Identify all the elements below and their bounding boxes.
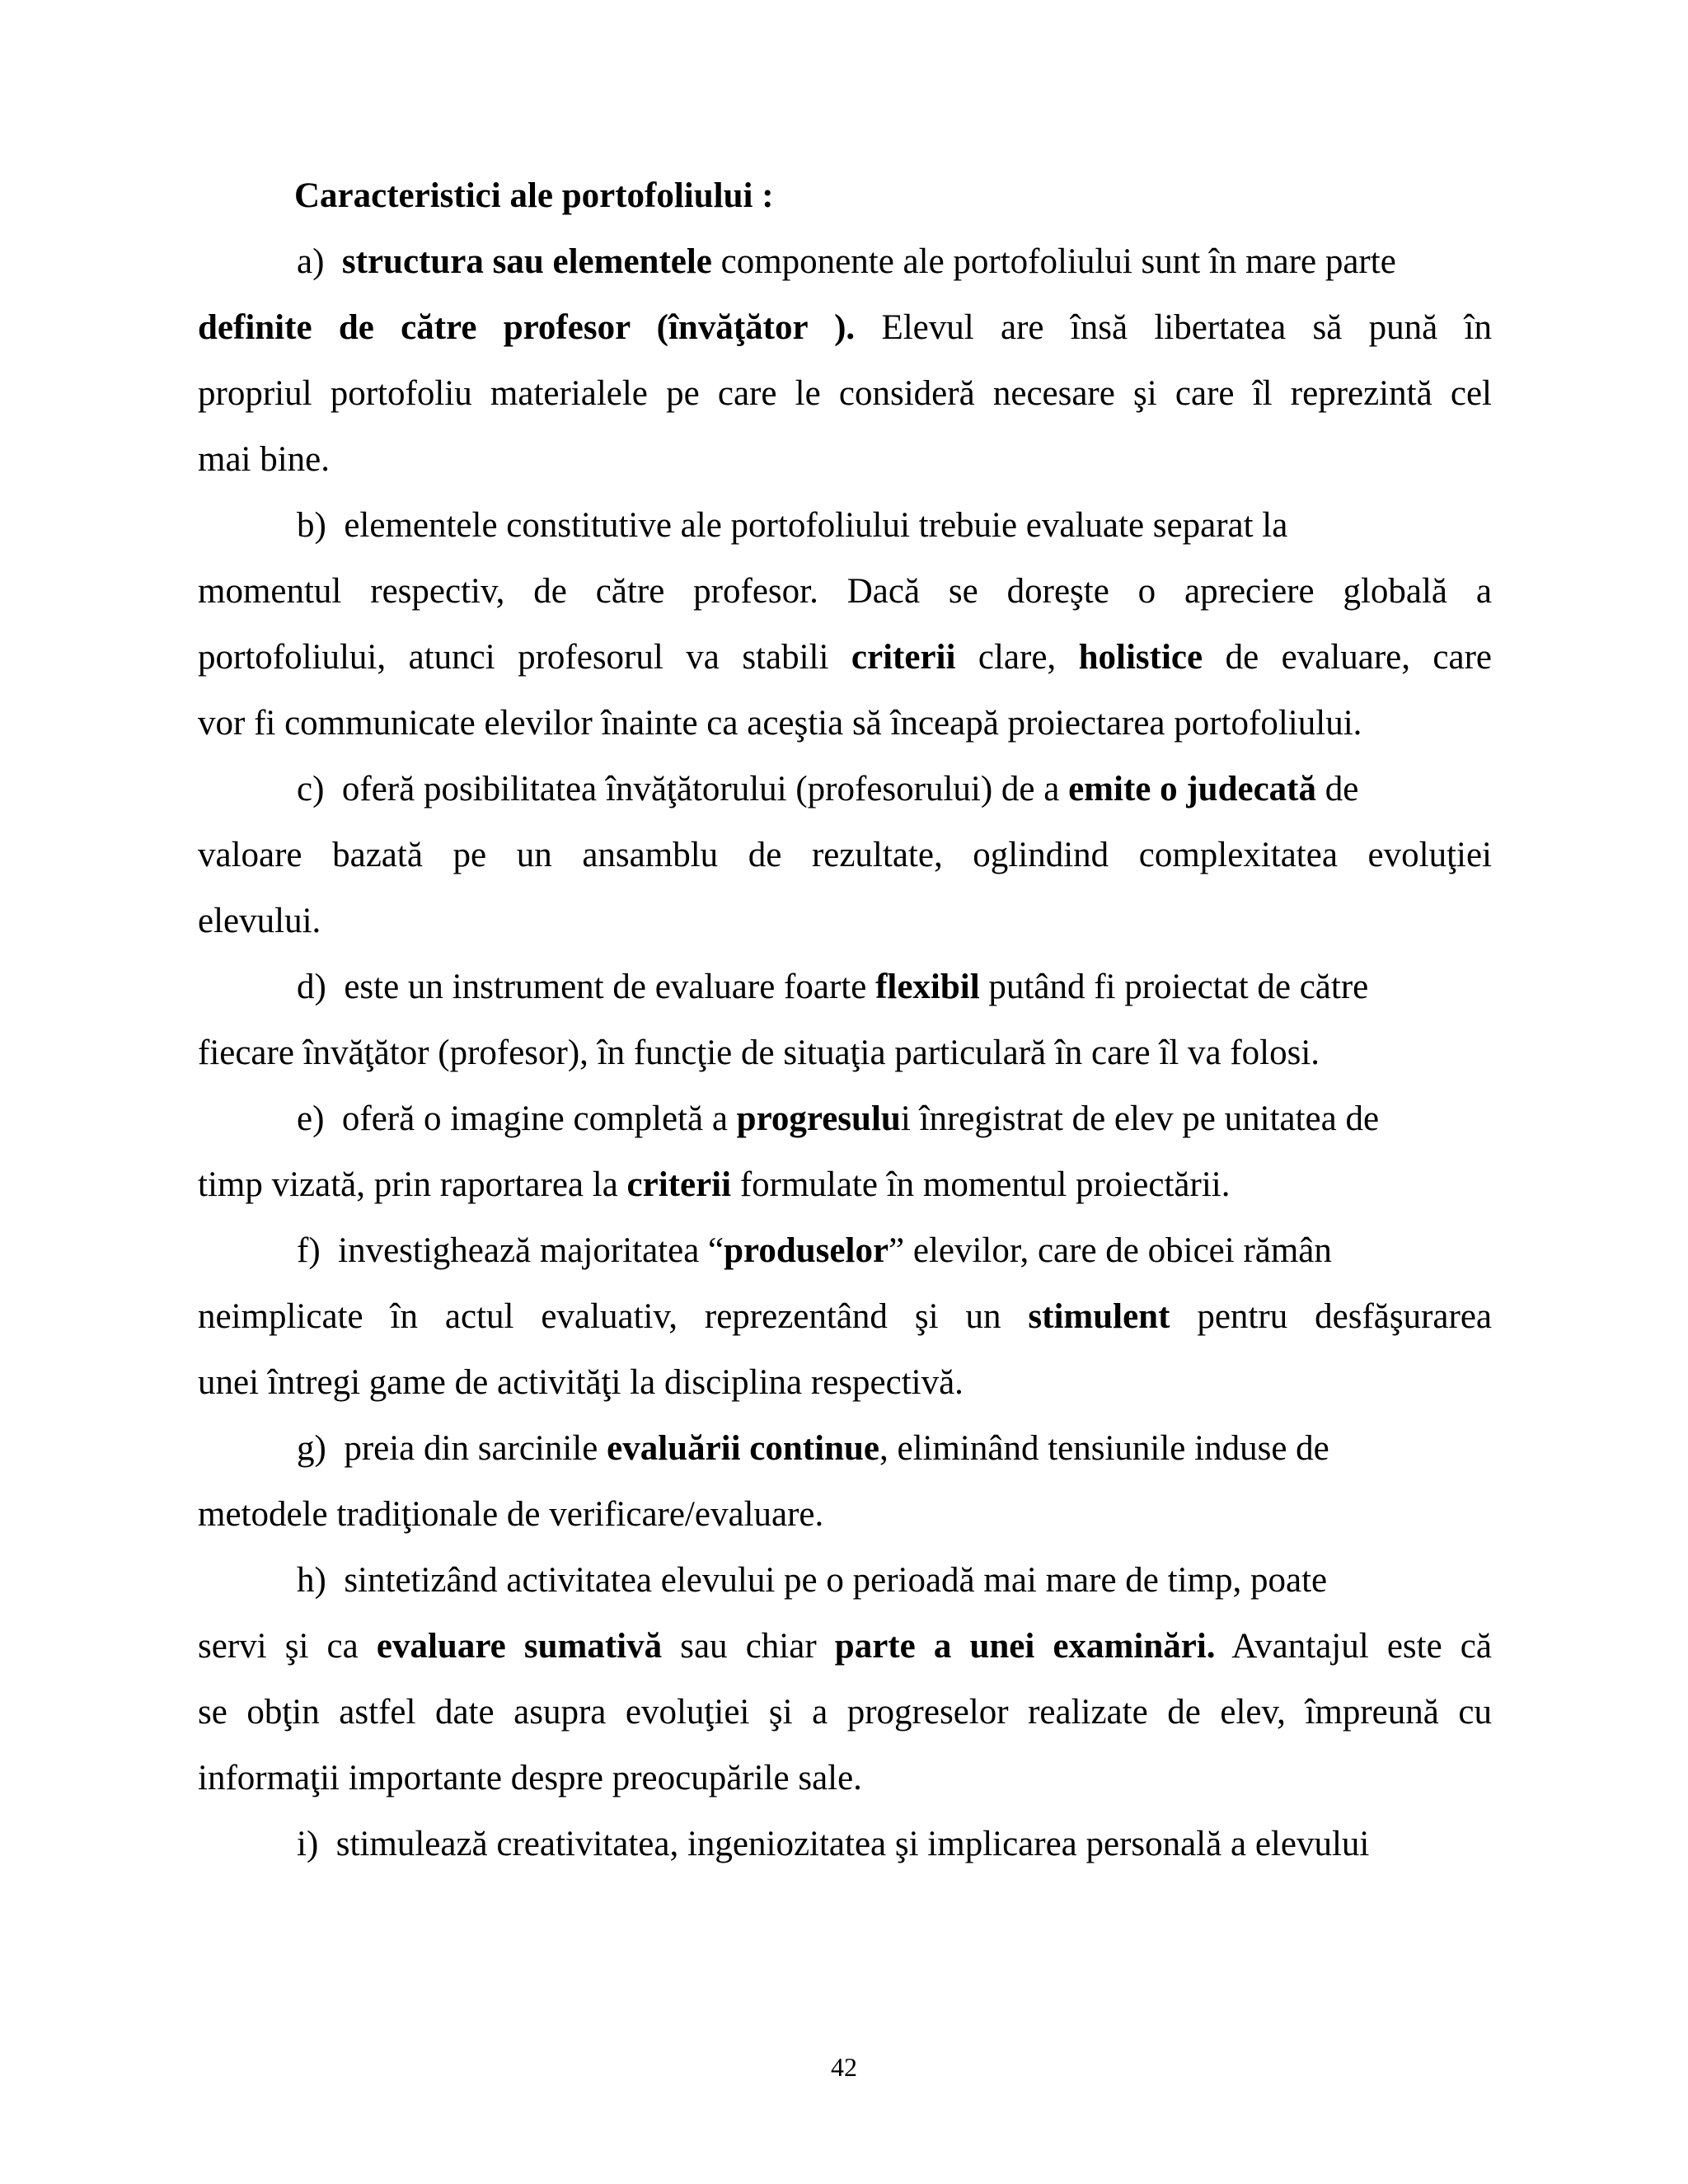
- list-item-f-line-2: neimplicate în actul evaluativ, reprezentând şi un stimulent pentru desfăşurarea: [198, 1297, 1492, 1336]
- list-marker: g): [297, 1429, 326, 1468]
- list-marker: d): [297, 968, 326, 1006]
- list-item-i-line-1: i) stimulează creativitatea, ingeniozitatea şi implicarea personală a elevului: [297, 1825, 1370, 1863]
- list-item-b-line-4: vor fi communicate elevilor înainte ca aceştia să înceapă proiectarea portofoliului.: [198, 704, 1362, 743]
- list-item-c-line-2: valoare bazată pe un ansamblu de rezultate, oglindind complexitatea evoluţiei: [198, 836, 1492, 874]
- list-marker: h): [297, 1561, 326, 1600]
- list-item-h-line-1: h) sintetizând activitatea elevului pe o perioadă mai mare de timp, poate: [297, 1561, 1328, 1600]
- bold-term: parte a unei examinări.: [834, 1627, 1216, 1666]
- bold-term: structura sau elementele: [341, 242, 712, 281]
- list-item-a-line-4: mai bine.: [198, 440, 331, 479]
- list-marker: b): [297, 506, 326, 545]
- bold-term: emite o judecată: [1068, 770, 1316, 808]
- bold-term: flexibil: [875, 968, 980, 1006]
- list-marker: f): [297, 1231, 321, 1270]
- list-item-g-line-2: metodele tradiţionale de verificare/evaluare.: [198, 1495, 824, 1534]
- list-item-h-line-3: se obţin astfel date asupra evoluţiei şi a progreselor realizate de elev, împreună cu: [198, 1693, 1492, 1732]
- list-item-e-line-2: timp vizată, prin raportarea la criterii formulate în momentul proiectării.: [198, 1165, 1231, 1204]
- list-item-h-line-4: informaţii importante despre preocupările sale.: [198, 1759, 862, 1797]
- list-item-c-line-3: elevului.: [198, 902, 321, 940]
- list-item-f-line-1: f) investighează majoritatea “produselor” elevilor, care de obicei rămân: [297, 1231, 1332, 1270]
- bold-term: definite de către profesor (învăţător ).: [198, 308, 856, 347]
- list-item-a-line-2: definite de către profesor (învăţător ). Elevul are însă libertatea să pună în: [198, 308, 1492, 347]
- bold-term: evaluării continue: [607, 1429, 879, 1468]
- list-item-c-line-1: c) oferă posibilitatea învăţătorului (profesorului) de a emite o judecată de: [297, 770, 1359, 808]
- list-item-f-line-3: unei întregi game de activităţi la disciplina respectivă.: [198, 1363, 964, 1402]
- bold-term: criterii: [626, 1165, 732, 1204]
- list-item-b-line-2: momentul respectiv, de către profesor. Dacă se doreşte o apreciere globală a: [198, 572, 1492, 611]
- page-number: 42: [831, 2052, 857, 2082]
- bold-term: stimulent: [1028, 1297, 1170, 1336]
- list-item-b-line-1: b) elementele constitutive ale portofoliului trebuie evaluate separat la: [297, 506, 1288, 545]
- list-item-e-line-1: e) oferă o imagine completă a progresului înregistrat de elev pe unitatea de: [297, 1099, 1380, 1138]
- bold-term: holistice: [1078, 638, 1203, 677]
- list-item-d-line-2: fiecare învăţător (profesor), în funcţie de situaţia particulară în care îl va folosi.: [198, 1033, 1320, 1072]
- bold-term: criterii: [851, 638, 956, 677]
- list-item-g-line-1: g) preia din sarcinile evaluării continue, eliminând tensiunile induse de: [297, 1429, 1329, 1468]
- list-item-d-line-1: d) este un instrument de evaluare foarte flexibil putând fi proiectat de către: [297, 968, 1369, 1006]
- list-marker: a): [297, 242, 325, 281]
- list-item-h-line-2: servi şi ca evaluare sumativă sau chiar parte a unei examinări. Avantajul este că: [198, 1627, 1492, 1666]
- bold-term: evaluare sumativă: [376, 1627, 663, 1666]
- section-heading: Caracteristici ale portofoliului :: [294, 176, 774, 215]
- bold-term: progresulu: [736, 1099, 901, 1138]
- list-item-a-line-3: propriul portofoliu materialele pe care le consideră necesare şi care îl reprezintă cel: [198, 374, 1492, 413]
- bold-term: produselor: [724, 1231, 889, 1270]
- list-marker: i): [297, 1825, 319, 1863]
- list-item-a-line-1: a) structura sau elementele componente ale portofoliului sunt în mare parte: [297, 242, 1396, 281]
- list-marker: c): [297, 770, 325, 808]
- list-marker: e): [297, 1099, 325, 1138]
- list-item-b-line-3: portofoliului, atunci profesorul va stabili criterii clare, holistice de evaluare, care: [198, 638, 1493, 677]
